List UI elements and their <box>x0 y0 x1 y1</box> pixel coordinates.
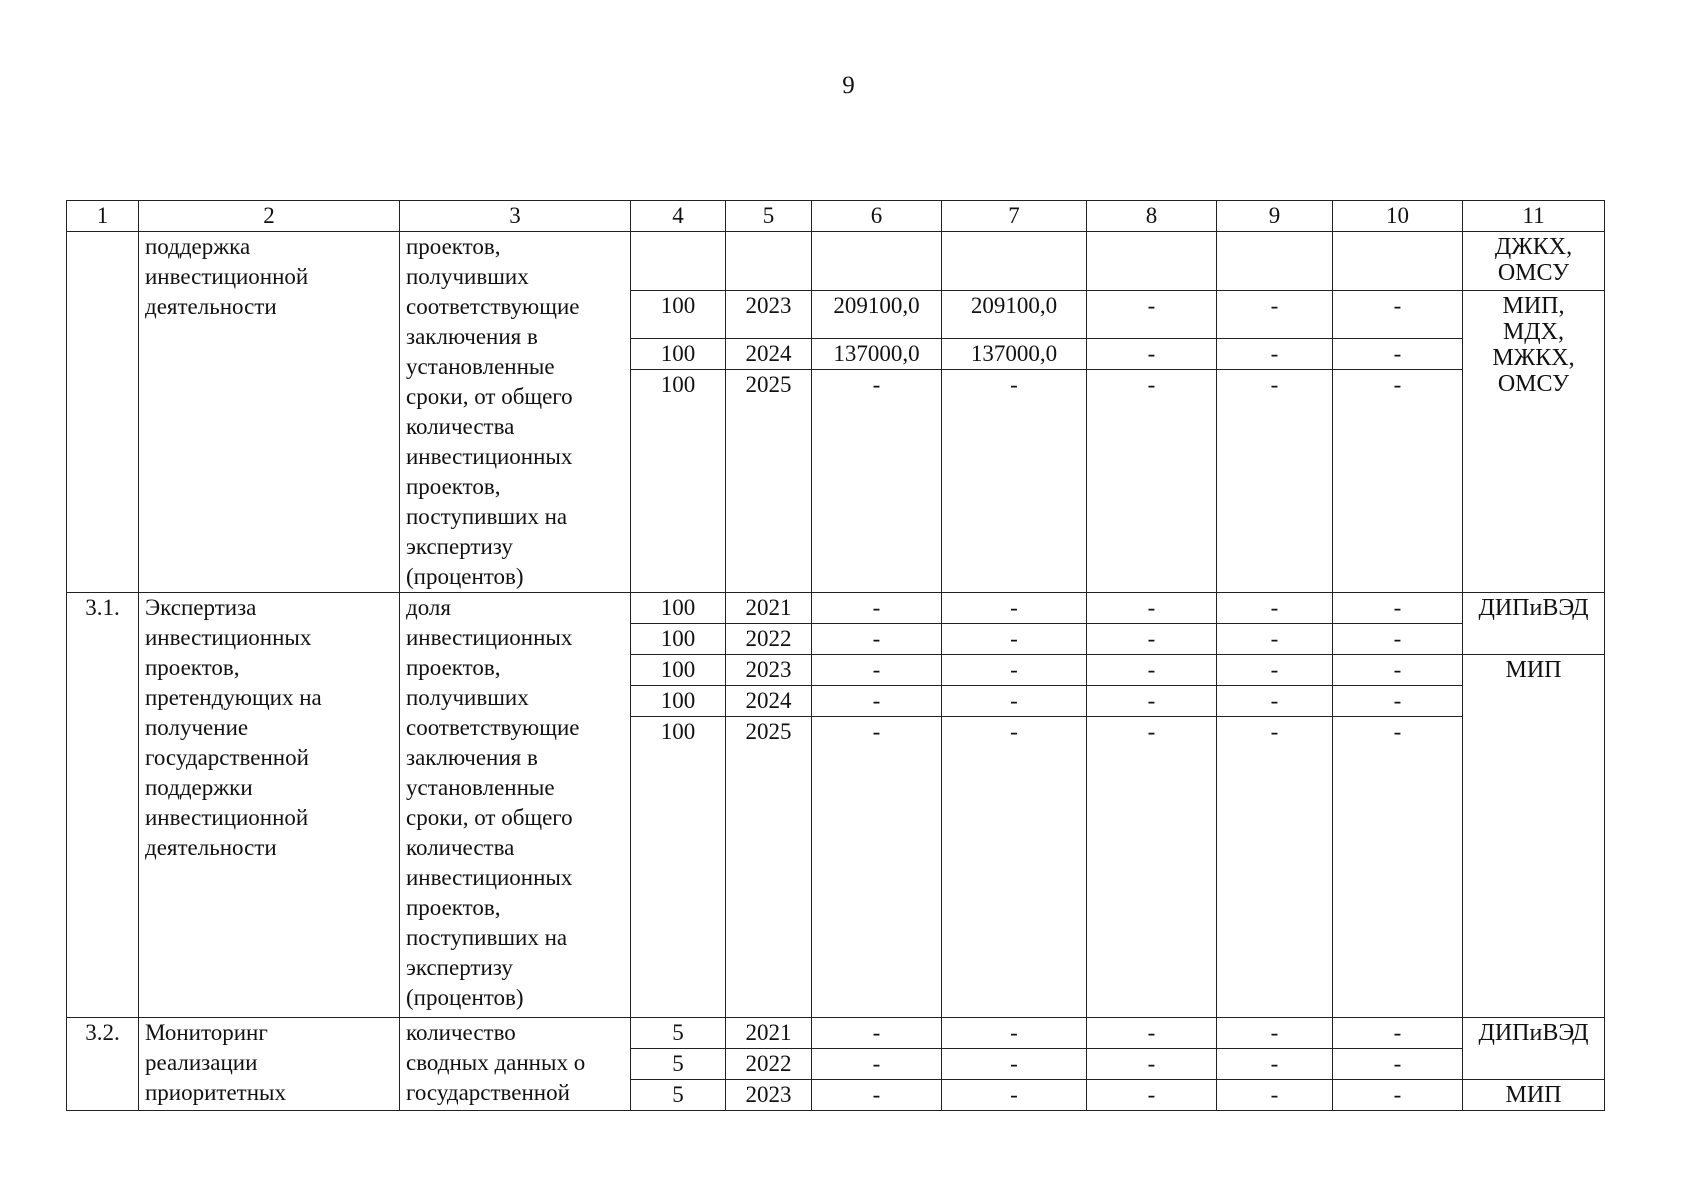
year-cell: 2024 <box>726 339 812 370</box>
indicator-name-cell: проектов, получивших соответствующие заключения в установленные сроки, от общего количества инвестиционных проектов, поступивших на экспертизу (процентов) <box>400 232 631 593</box>
year-cell: 2021 <box>726 1018 812 1049</box>
amount-cell: - <box>1217 370 1333 593</box>
amount-cell: - <box>1217 1080 1333 1111</box>
header-cell: 2 <box>139 201 400 232</box>
amount-cell: - <box>1333 1018 1463 1049</box>
activity-name-cell: Мониторинг реализации приоритетных <box>139 1018 400 1111</box>
amount-cell: - <box>812 1018 942 1049</box>
year-cell: 2022 <box>726 624 812 655</box>
header-cell: 10 <box>1333 201 1463 232</box>
amount-cell: - <box>942 655 1087 686</box>
amount-cell: - <box>1087 1049 1217 1080</box>
amount-cell: - <box>1087 339 1217 370</box>
row-number-cell: 3.2. <box>67 1018 139 1111</box>
year-cell: 2023 <box>726 655 812 686</box>
page-number: 9 <box>842 72 855 99</box>
amount-cell: - <box>1217 686 1333 717</box>
amount-cell: - <box>1087 717 1217 1018</box>
year-cell: 2025 <box>726 717 812 1018</box>
amount-cell: 137000,0 <box>812 339 942 370</box>
amount-cell: - <box>1087 1080 1217 1111</box>
year-cell: 2021 <box>726 593 812 624</box>
amount-cell: - <box>1087 686 1217 717</box>
indicators-table <box>66 200 1605 1111</box>
amount-cell: - <box>812 370 942 593</box>
amount-cell: - <box>942 686 1087 717</box>
amount-cell: - <box>942 370 1087 593</box>
amount-cell: - <box>1087 291 1217 339</box>
amount-cell: - <box>1217 1018 1333 1049</box>
target-value: 100 <box>631 686 726 717</box>
amount-cell: - <box>812 1049 942 1080</box>
amount-cell: - <box>1217 339 1333 370</box>
header-cell: 1 <box>67 201 139 232</box>
amount-cell: - <box>1333 1049 1463 1080</box>
year-cell: 2025 <box>726 370 812 593</box>
target-value: 100 <box>631 624 726 655</box>
target-value: 100 <box>631 717 726 1018</box>
amount-cell: - <box>1087 1018 1217 1049</box>
amount-cell: - <box>1333 1080 1463 1111</box>
header-cell: 9 <box>1217 201 1333 232</box>
empty-cell <box>1333 232 1463 291</box>
amount-cell: - <box>1087 593 1217 624</box>
target-value: 100 <box>631 655 726 686</box>
amount-cell: - <box>812 717 942 1018</box>
amount-cell: - <box>1217 624 1333 655</box>
empty-cell <box>726 232 812 291</box>
amount-cell: - <box>1333 339 1463 370</box>
empty-cell <box>1087 232 1217 291</box>
target-value: 5 <box>631 1018 726 1049</box>
amount-cell: - <box>1217 655 1333 686</box>
amount-cell: - <box>1087 370 1217 593</box>
empty-cell <box>942 232 1087 291</box>
amount-cell: 209100,0 <box>942 291 1087 339</box>
amount-cell: - <box>1333 624 1463 655</box>
executor-cell: ДИПиВЭД <box>1463 593 1605 655</box>
table-row <box>67 593 1605 624</box>
executor-cell: МИП, МДХ, МЖКХ, ОМСУ <box>1463 291 1605 593</box>
amount-cell: - <box>942 1080 1087 1111</box>
header-cell: 5 <box>726 201 812 232</box>
amount-cell: 137000,0 <box>942 339 1087 370</box>
executor-cell: МИП <box>1463 655 1605 1018</box>
header-cell: 7 <box>942 201 1087 232</box>
amount-cell: - <box>942 717 1087 1018</box>
target-value: 5 <box>631 1080 726 1111</box>
amount-cell: - <box>812 686 942 717</box>
target-value: 100 <box>631 370 726 593</box>
amount-cell: - <box>1217 291 1333 339</box>
empty-cell <box>631 232 726 291</box>
empty-cell <box>1217 232 1333 291</box>
executor-cell: ДИПиВЭД <box>1463 1018 1605 1080</box>
amount-cell: - <box>812 624 942 655</box>
activity-name-cell: поддержка инвестиционной деятельности <box>139 232 400 593</box>
amount-cell: - <box>1087 624 1217 655</box>
indicator-name-cell: количество сводных данных о государственной <box>400 1018 631 1111</box>
table-row <box>67 1018 1605 1049</box>
amount-cell: 209100,0 <box>812 291 942 339</box>
target-value: 100 <box>631 593 726 624</box>
activity-name-cell: Экспертиза инвестиционных проектов, претендующих на получение государственной поддержки инвестиционной деятельности <box>139 593 400 1018</box>
amount-cell: - <box>812 1080 942 1111</box>
amount-cell: - <box>1333 370 1463 593</box>
amount-cell: - <box>1333 593 1463 624</box>
amount-cell: - <box>1087 655 1217 686</box>
header-cell: 8 <box>1087 201 1217 232</box>
executor-cell: МИП <box>1463 1080 1605 1111</box>
header-cell: 6 <box>812 201 942 232</box>
header-cell: 11 <box>1463 201 1605 232</box>
empty-cell <box>812 232 942 291</box>
amount-cell: - <box>1217 717 1333 1018</box>
amount-cell: - <box>942 1018 1087 1049</box>
amount-cell: - <box>812 593 942 624</box>
amount-cell: - <box>1217 1049 1333 1080</box>
header-cell: 3 <box>400 201 631 232</box>
amount-cell: - <box>1217 593 1333 624</box>
indicator-name-cell: доля инвестиционных проектов, получивших соответствующие заключения в установленные сроки, от общего количества инвестиционных проектов, поступивших на экспертизу (процентов) <box>400 593 631 1018</box>
executor-cell: ДЖКХ, ОМСУ <box>1463 232 1605 291</box>
target-value: 100 <box>631 339 726 370</box>
amount-cell: - <box>812 655 942 686</box>
amount-cell: - <box>942 593 1087 624</box>
table-row <box>67 232 1605 291</box>
amount-cell: - <box>942 624 1087 655</box>
target-value: 5 <box>631 1049 726 1080</box>
row-number-cell: 3.1. <box>67 593 139 1018</box>
year-cell: 2023 <box>726 291 812 339</box>
amount-cell: - <box>1333 291 1463 339</box>
header-cell: 4 <box>631 201 726 232</box>
amount-cell: - <box>942 1049 1087 1080</box>
row-number-cell <box>67 232 139 593</box>
header-row <box>67 201 1605 232</box>
amount-cell: - <box>1333 686 1463 717</box>
year-cell: 2024 <box>726 686 812 717</box>
year-cell: 2022 <box>726 1049 812 1080</box>
target-value: 100 <box>631 291 726 339</box>
amount-cell: - <box>1333 655 1463 686</box>
amount-cell: - <box>1333 717 1463 1018</box>
year-cell: 2023 <box>726 1080 812 1111</box>
